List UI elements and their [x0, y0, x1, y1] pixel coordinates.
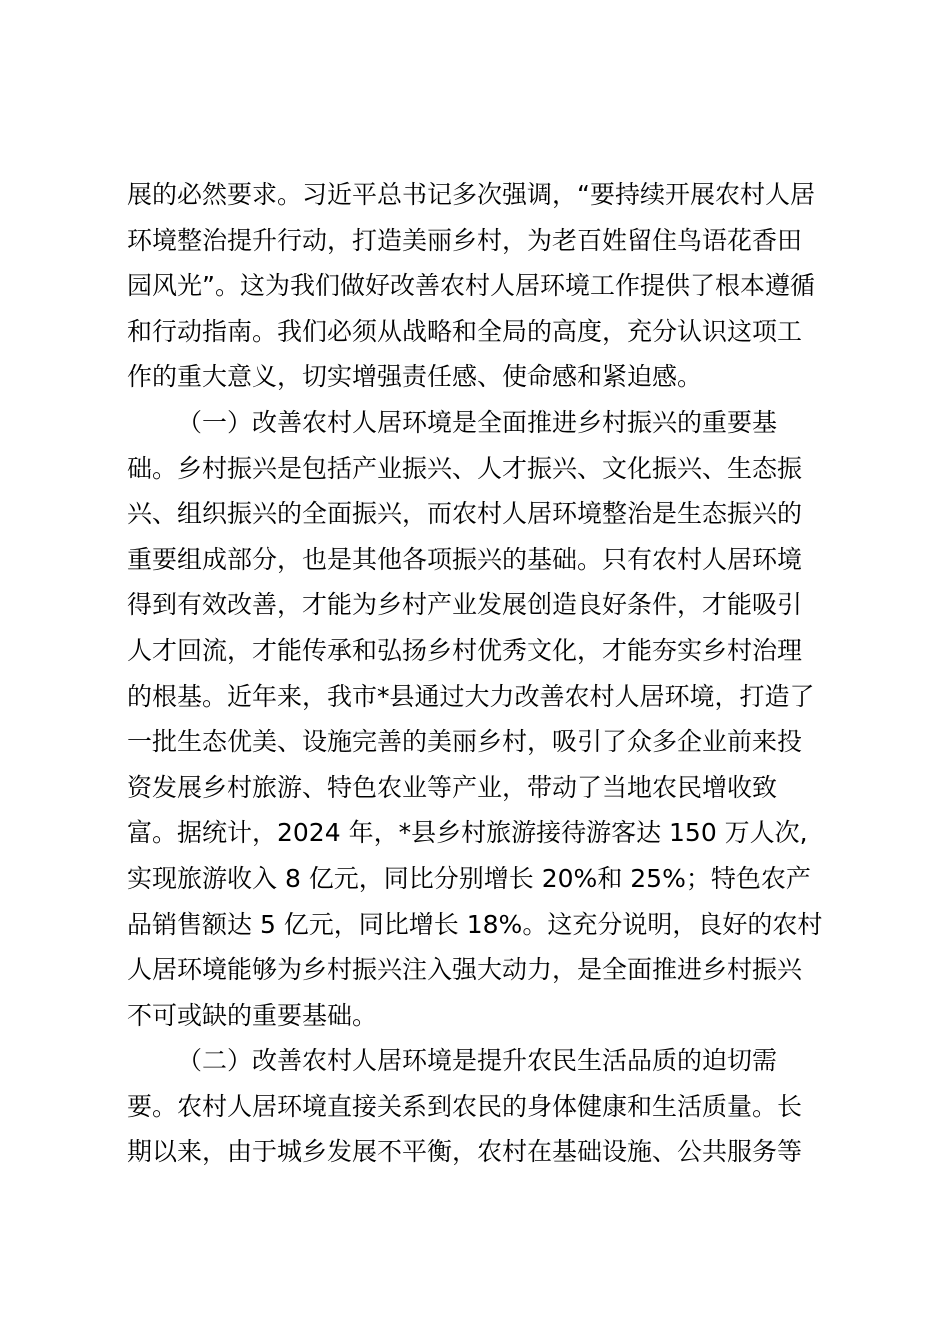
- text-line: 环境整治提升行动，打造美丽乡村，为老百姓留住鸟语花香田: [127, 225, 803, 255]
- text-line: 人居环境能够为乡村振兴注入强大动力，是全面推进乡村振兴: [127, 955, 803, 985]
- text-line: 不可或缺的重要基础。: [127, 1000, 378, 1030]
- text-line: 兴、组织振兴的全面振兴，而农村人居环境整治是生态振兴的: [127, 499, 803, 529]
- text-line: 资发展乡村旅游、特色农业等产业，带动了当地农民增收致: [127, 772, 778, 802]
- text-line: 富。据统计，2024 年，*县乡村旅游接待游客达 150 万人次,: [127, 818, 808, 848]
- text-line: 园风光”。这为我们做好改善农村人居环境工作提供了根本遵循: [127, 271, 815, 301]
- section-heading-1: （一）改善农村人居环境是全面推进乡村振兴的重要基: [177, 407, 778, 437]
- section-heading-2: （二）改善农村人居环境是提升农民生活品质的迫切需: [177, 1046, 778, 1076]
- text-line: 人才回流，才能传承和弘扬乡村优秀文化，才能夯实乡村治理: [127, 635, 803, 665]
- text-line: 一批生态优美、设施完善的美丽乡村，吸引了众多企业前来投: [127, 727, 803, 757]
- text-line: 品销售额达 5 亿元，同比增长 18%。这充分说明，良好的农村: [127, 909, 823, 939]
- text-line: 和行动指南。我们必须从战略和全局的高度，充分认识这项工: [127, 316, 803, 346]
- text-line: 要。农村人居环境直接关系到农民的身体健康和生活质量。长: [127, 1091, 803, 1121]
- text-line: 展的必然要求。习近平总书记多次强调，“要持续开展农村人居: [127, 180, 815, 209]
- body-text: [127, 172, 837, 1175]
- text-line: 作的重大意义，切实增强责任感、使命感和紧迫感。: [127, 362, 703, 392]
- text-line: 期以来，由于城乡发展不平衡，农村在基础设施、公共服务等: [127, 1137, 803, 1167]
- text-line: 的根基。近年来，我市*县通过大力改善农村人居环境，打造了: [127, 681, 815, 711]
- text-line: 础。乡村振兴是包括产业振兴、人才振兴、文化振兴、生态振: [127, 453, 803, 483]
- text-line: 重要组成部分，也是其他各项振兴的基础。只有农村人居环境: [127, 544, 803, 574]
- text-line: 实现旅游收入 8 亿元，同比分别增长 20%和 25%；特色农产: [127, 863, 811, 893]
- text-line: 得到有效改善，才能为乡村产业发展创造良好条件，才能吸引: [127, 590, 803, 620]
